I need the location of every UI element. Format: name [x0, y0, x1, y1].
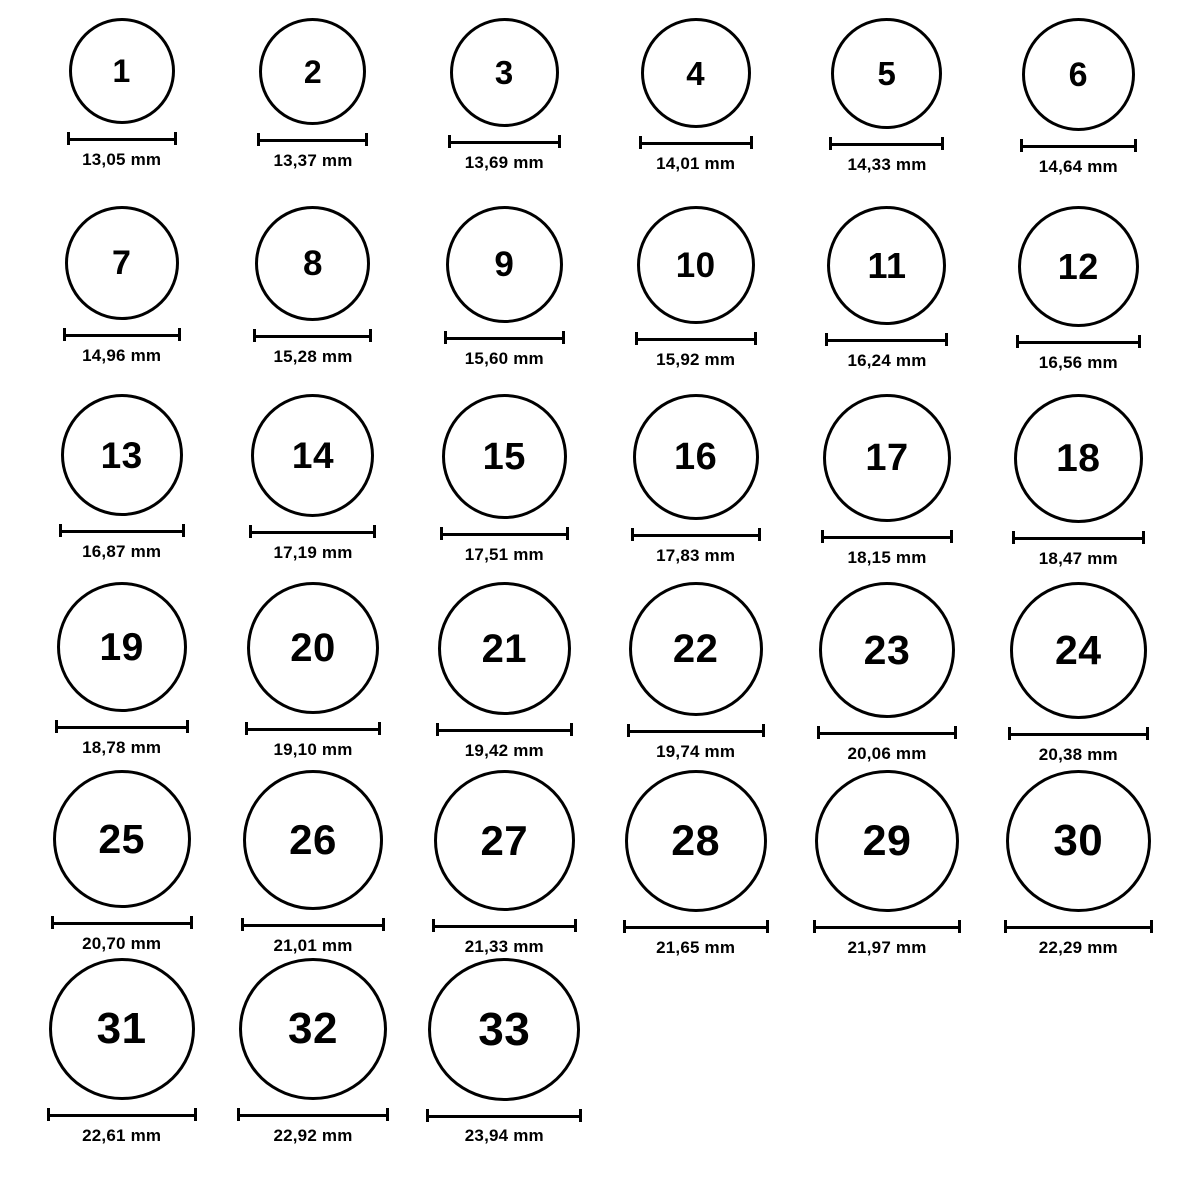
diameter-measure-bar	[1012, 531, 1145, 543]
measure-cap-left	[1008, 727, 1011, 740]
ring-circle	[815, 770, 959, 912]
diameter-measure-bar	[623, 920, 769, 932]
diameter-measure-bar	[67, 132, 177, 144]
measure-cap-left	[627, 724, 630, 737]
diameter-label: 20,38 mm	[1038, 745, 1118, 764]
ring-size-cell	[791, 18, 982, 206]
measure-line	[436, 729, 573, 732]
ring-circle	[641, 18, 751, 128]
diameter-label: 20,70 mm	[82, 934, 162, 953]
diameter-label: 14,64 mm	[1038, 157, 1118, 176]
diameter-measure-bar	[55, 720, 189, 732]
ring-circle	[247, 582, 379, 714]
measure-cap-left	[257, 133, 260, 146]
ring-size-cell	[409, 582, 600, 770]
diameter-measure-bar	[432, 919, 577, 931]
measure-cap-right	[754, 332, 757, 345]
ring-circle	[823, 394, 951, 522]
measure-line	[257, 139, 368, 142]
measure-line	[829, 143, 944, 146]
ring-size-number: 31	[96, 1004, 147, 1054]
diameter-measure-bar	[436, 723, 573, 735]
measure-cap-right	[194, 1108, 197, 1121]
ring-size-number: 14	[291, 435, 335, 476]
diameter-label: 22,92 mm	[273, 1126, 353, 1145]
diameter-label: 13,37 mm	[273, 151, 353, 170]
diameter-measure-bar	[426, 1109, 582, 1120]
diameter-label: 17,19 mm	[273, 543, 353, 562]
measure-cap-right	[1146, 727, 1149, 740]
ring-size-cell	[217, 770, 408, 958]
ring-size-cell	[217, 18, 408, 206]
diameter-label: 22,61 mm	[82, 1126, 162, 1145]
diameter-label: 14,96 mm	[82, 346, 162, 365]
measure-line	[440, 533, 569, 536]
measure-line	[241, 924, 385, 927]
measure-line	[51, 922, 193, 925]
ring-size-number: 6	[1068, 55, 1089, 94]
diameter-measure-bar	[63, 328, 181, 340]
diameter-measure-bar	[1016, 335, 1141, 347]
measure-line	[623, 926, 769, 929]
diameter-measure-bar	[59, 524, 185, 536]
measure-cap-left	[432, 919, 435, 932]
measure-line	[59, 530, 185, 533]
measure-cap-right	[558, 135, 561, 148]
diameter-measure-bar	[627, 724, 765, 736]
measure-cap-right	[186, 720, 189, 733]
measure-line	[1008, 733, 1149, 736]
diameter-label: 16,24 mm	[847, 351, 927, 370]
ring-circle	[53, 770, 191, 908]
measure-cap-left	[1004, 920, 1007, 933]
ring-size-cell	[409, 770, 600, 958]
measure-cap-right	[562, 331, 565, 344]
measure-line	[47, 1114, 197, 1117]
ring-size-number: 2	[303, 53, 323, 90]
measure-line	[237, 1114, 389, 1117]
ring-circle	[49, 958, 195, 1100]
ring-size-number: 3	[494, 54, 514, 91]
measure-cap-left	[829, 137, 832, 150]
ring-circle	[831, 18, 942, 129]
measure-cap-right	[378, 722, 381, 735]
ring-circle	[243, 770, 383, 910]
measure-line	[67, 138, 177, 141]
ring-size-cell	[600, 206, 791, 394]
ring-circle	[438, 582, 571, 715]
ring-circle	[65, 206, 179, 320]
measure-line	[631, 534, 761, 537]
ring-circle	[239, 958, 387, 1100]
measure-cap-right	[958, 920, 961, 933]
ring-size-number: 32	[288, 1004, 338, 1054]
measure-cap-right	[1150, 920, 1153, 933]
measure-cap-right	[382, 918, 385, 931]
ring-size-cell	[26, 394, 217, 582]
ring-size-cell	[983, 394, 1174, 582]
measure-cap-left	[623, 920, 626, 933]
measure-line	[1016, 341, 1141, 344]
measure-cap-right	[945, 333, 948, 346]
ring-size-number: 16	[674, 436, 718, 478]
diameter-measure-bar	[1004, 920, 1153, 932]
ring-size-number: 30	[1053, 816, 1104, 866]
ring-size-number: 22	[672, 627, 719, 671]
measure-line	[639, 142, 753, 145]
ring-size-cell	[26, 770, 217, 958]
diameter-label: 18,15 mm	[847, 548, 927, 567]
ring-size-number: 28	[671, 816, 721, 865]
diameter-measure-bar	[51, 916, 193, 928]
diameter-label: 21,65 mm	[656, 938, 736, 957]
measure-line	[817, 732, 957, 735]
diameter-measure-bar	[47, 1108, 197, 1120]
measure-cap-right	[570, 723, 573, 736]
diameter-measure-bar	[825, 333, 948, 345]
measure-cap-right	[365, 133, 368, 146]
diameter-label: 15,28 mm	[273, 347, 353, 366]
measure-cap-right	[758, 528, 761, 541]
ring-size-number: 12	[1057, 245, 1099, 287]
ring-circle	[633, 394, 759, 520]
measure-line	[245, 728, 381, 731]
diameter-measure-bar	[440, 527, 569, 539]
measure-cap-left	[249, 525, 252, 538]
ring-circle	[1014, 394, 1143, 523]
diameter-measure-bar	[257, 133, 368, 145]
ring-size-cell	[983, 770, 1174, 958]
diameter-label: 14,33 mm	[847, 155, 927, 174]
measure-cap-right	[574, 919, 577, 932]
ring-size-number: 8	[303, 244, 323, 283]
ring-size-grid	[26, 18, 1174, 1146]
ring-size-cell	[983, 206, 1174, 394]
ring-size-number: 29	[862, 816, 912, 865]
measure-cap-left	[813, 920, 816, 933]
ring-size-cell	[409, 958, 600, 1146]
ring-size-cell	[600, 394, 791, 582]
diameter-label: 13,05 mm	[82, 150, 162, 169]
diameter-label: 21,01 mm	[273, 936, 353, 955]
ring-size-cell	[600, 770, 791, 958]
ring-circle	[61, 394, 183, 516]
ring-size-number: 10	[675, 245, 716, 285]
measure-cap-left	[1016, 335, 1019, 348]
ring-size-number: 25	[98, 815, 145, 862]
measure-cap-left	[448, 135, 451, 148]
ring-circle	[629, 582, 763, 716]
ring-size-cell	[26, 206, 217, 394]
measure-line	[249, 531, 376, 534]
measure-cap-left	[1012, 531, 1015, 544]
diameter-label: 15,60 mm	[464, 349, 544, 368]
measure-line	[63, 334, 181, 337]
measure-line	[448, 141, 561, 144]
ring-size-number: 18	[1056, 437, 1101, 480]
ring-circle	[625, 770, 767, 912]
measure-line	[1020, 145, 1137, 148]
diameter-measure-bar	[635, 332, 757, 344]
ring-circle	[1018, 206, 1139, 327]
ring-circle	[637, 206, 755, 324]
ring-size-cell	[409, 18, 600, 206]
ring-circle	[450, 18, 559, 127]
ring-circle	[251, 394, 374, 517]
diameter-label: 18,78 mm	[82, 738, 162, 757]
measure-line	[444, 337, 565, 340]
diameter-measure-bar	[249, 525, 376, 537]
ring-size-number: 1	[112, 53, 131, 89]
measure-cap-right	[190, 916, 193, 929]
diameter-label: 22,29 mm	[1038, 938, 1118, 957]
measure-cap-left	[444, 331, 447, 344]
ring-circle	[1006, 770, 1151, 912]
measure-cap-left	[426, 1109, 429, 1122]
ring-size-number: 15	[482, 435, 526, 478]
measure-cap-right	[566, 527, 569, 540]
ring-circle	[446, 206, 563, 323]
diameter-measure-bar	[444, 331, 565, 343]
ring-size-cell	[791, 770, 982, 958]
ring-size-number: 19	[99, 625, 144, 669]
diameter-label: 19,42 mm	[464, 741, 544, 760]
measure-cap-left	[817, 726, 820, 739]
diameter-label: 17,83 mm	[656, 546, 736, 565]
measure-cap-right	[1134, 139, 1137, 152]
ring-circle	[1010, 582, 1147, 719]
ring-size-number: 13	[100, 434, 143, 476]
diameter-label: 21,33 mm	[464, 937, 544, 956]
ring-size-cell	[217, 394, 408, 582]
measure-cap-right	[178, 328, 181, 341]
ring-circle	[428, 958, 580, 1101]
ring-size-number: 21	[481, 626, 528, 671]
ring-size-cell	[791, 206, 982, 394]
ring-circle	[442, 394, 567, 519]
ring-size-number: 7	[111, 244, 132, 282]
diameter-label: 15,92 mm	[656, 350, 736, 369]
ring-circle	[827, 206, 946, 325]
diameter-label: 23,94 mm	[464, 1126, 544, 1145]
ring-circle	[819, 582, 955, 718]
measure-cap-right	[182, 524, 185, 537]
measure-cap-right	[369, 329, 372, 342]
ring-size-cell	[791, 394, 982, 582]
measure-cap-right	[950, 530, 953, 543]
diameter-measure-bar	[1008, 727, 1149, 739]
ring-size-cell	[600, 582, 791, 770]
ring-circle	[434, 770, 575, 911]
ring-size-cell	[791, 582, 982, 770]
ring-circle	[57, 582, 187, 712]
ring-size-number: 4	[686, 54, 706, 92]
measure-cap-right	[762, 724, 765, 737]
diameter-label: 16,87 mm	[82, 542, 162, 561]
ring-size-cell	[983, 18, 1174, 206]
ring-size-cell	[217, 958, 408, 1146]
ring-circle	[255, 206, 370, 321]
diameter-label: 19,74 mm	[656, 742, 736, 761]
measure-cap-left	[241, 918, 244, 931]
measure-cap-left	[631, 528, 634, 541]
measure-line	[627, 730, 765, 733]
diameter-label: 17,51 mm	[464, 545, 544, 564]
measure-cap-left	[59, 524, 62, 537]
diameter-measure-bar	[253, 329, 372, 341]
measure-cap-right	[579, 1109, 582, 1122]
measure-cap-right	[386, 1108, 389, 1121]
measure-cap-right	[954, 726, 957, 739]
diameter-measure-bar	[1020, 139, 1137, 151]
measure-cap-left	[245, 722, 248, 735]
ring-size-number: 20	[290, 626, 336, 670]
diameter-label: 18,47 mm	[1038, 549, 1118, 568]
measure-cap-left	[639, 136, 642, 149]
measure-cap-left	[635, 332, 638, 345]
diameter-label: 21,97 mm	[847, 938, 927, 957]
diameter-label: 13,69 mm	[464, 153, 544, 172]
measure-cap-left	[821, 530, 824, 543]
measure-cap-right	[766, 920, 769, 933]
ring-size-cell	[409, 394, 600, 582]
measure-cap-left	[237, 1108, 240, 1121]
measure-cap-right	[1138, 335, 1141, 348]
diameter-measure-bar	[241, 918, 385, 930]
diameter-measure-bar	[813, 920, 961, 932]
measure-cap-right	[750, 136, 753, 149]
measure-cap-left	[440, 527, 443, 540]
measure-cap-right	[941, 137, 944, 150]
ring-size-cell	[26, 18, 217, 206]
measure-cap-left	[1020, 139, 1023, 152]
measure-cap-left	[825, 333, 828, 346]
diameter-measure-bar	[639, 136, 753, 148]
measure-cap-right	[373, 525, 376, 538]
diameter-measure-bar	[631, 528, 761, 540]
ring-size-number: 27	[480, 816, 529, 864]
ring-circle	[69, 18, 175, 124]
measure-line	[55, 726, 189, 729]
measure-line	[1004, 926, 1153, 929]
measure-cap-right	[1142, 531, 1145, 544]
ring-size-number: 33	[478, 1003, 531, 1056]
ring-size-cell	[26, 582, 217, 770]
ring-size-number: 23	[863, 626, 911, 673]
diameter-label: 16,56 mm	[1038, 353, 1118, 372]
measure-line	[432, 925, 577, 928]
diameter-label: 19,10 mm	[273, 740, 353, 759]
diameter-measure-bar	[817, 726, 957, 738]
ring-size-cell	[217, 582, 408, 770]
ring-circle	[259, 18, 366, 125]
ring-size-number: 5	[877, 55, 897, 92]
diameter-measure-bar	[448, 135, 561, 147]
measure-line	[635, 338, 757, 341]
diameter-measure-bar	[245, 722, 381, 734]
ring-circle	[1022, 18, 1135, 131]
measure-line	[253, 335, 372, 338]
measure-line	[426, 1115, 582, 1118]
measure-cap-left	[67, 132, 70, 145]
diameter-label: 14,01 mm	[656, 154, 736, 173]
ring-size-cell	[26, 958, 217, 1146]
measure-line	[821, 536, 953, 539]
diameter-measure-bar	[821, 530, 953, 542]
ring-size-cell	[600, 18, 791, 206]
ring-size-number: 11	[867, 244, 907, 286]
diameter-label: 20,06 mm	[847, 744, 927, 763]
ring-size-number: 24	[1055, 627, 1102, 673]
measure-cap-left	[51, 916, 54, 929]
measure-cap-left	[55, 720, 58, 733]
measure-cap-left	[253, 329, 256, 342]
ring-size-cell	[217, 206, 408, 394]
measure-line	[1012, 537, 1145, 540]
ring-size-number: 26	[289, 816, 337, 863]
ring-size-cell	[409, 206, 600, 394]
measure-line	[813, 926, 961, 929]
measure-line	[825, 339, 948, 342]
diameter-measure-bar	[237, 1108, 389, 1120]
ring-size-cell	[983, 582, 1174, 770]
ring-size-number: 17	[865, 437, 909, 479]
measure-cap-right	[174, 132, 177, 145]
measure-cap-left	[47, 1108, 50, 1121]
ring-size-number: 9	[494, 245, 515, 284]
diameter-measure-bar	[829, 137, 944, 149]
measure-cap-left	[436, 723, 439, 736]
measure-cap-left	[63, 328, 66, 341]
